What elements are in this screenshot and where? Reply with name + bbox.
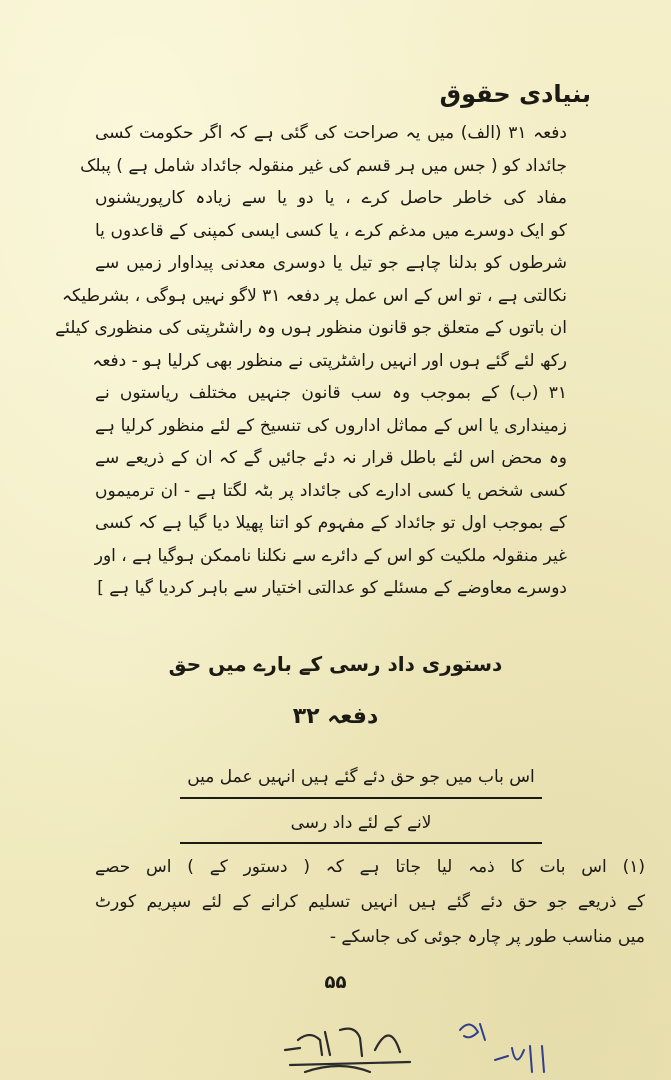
text-line: دفعہ ۳۱ (الف) میں یہ صراحت کی گئی ہے کہ اگر حکومت کسی	[95, 123, 567, 143]
article-heading: دفعہ ۳۲	[292, 704, 379, 729]
heading-underline	[180, 797, 542, 799]
text-line: کسی شخص یا کسی ادارے کی جائداد پر بٹہ لگتا ہے - ان ترمیموں	[95, 480, 567, 501]
paragraph-1	[55, 117, 567, 605]
text-line: کے ذریعے جو حق دئے گئے ہیں انہیں تسلیم کرانے کے لئے سپریم کورٹ	[95, 892, 645, 912]
text-line: ۳۱ (ب) کے بموجب وہ سب قانون جنہیں مختلف ریاستوں نے	[95, 383, 567, 403]
heading-underline	[180, 842, 542, 844]
text-line: میں مناسب طور پر چارہ جوئی کی جاسکے -	[329, 927, 645, 947]
text-line: دوسرے معاوضے کے مسئلے کو عدالتی اختیار سے باہر کردیا گیا ہے ]	[97, 578, 567, 598]
text-line: زمینداری یا اس کے مماثل اداروں کی تنسیخ کے لئے منظور کرلیا ہے	[95, 415, 567, 436]
page-number: ۵۵	[324, 972, 347, 993]
text-line: مفاد کی خاطر حاصل کرے ، یا دو یا سے زیادہ کارپوریشنوں	[95, 188, 567, 208]
text-line: کو ایک دوسرے میں مدغم کرے ، یا کسی ایسی کمپنی کے قاعدوں یا	[95, 220, 567, 241]
text-line: غیر منقولہ ملکیت کو اس کے دائرے سے نکلنا ناممکن ہوگیا ہے ، اور	[94, 545, 567, 566]
article-subheading-line-1: اس باب میں جو حق دئے گئے ہیں انہیں عمل میں	[187, 767, 535, 787]
text-line: وہ محض اس لئے باطل قرار نہ دئے جائیں گے کہ ان کے ذریعے سے	[95, 448, 567, 468]
text-line: ان باتوں کے متعلق جو قانون منظور ہوں وہ راشٹرپتی کی منظوری کیلئے	[55, 318, 567, 338]
section-title: دستوری داد رسی کے بارے میں حق	[168, 652, 503, 676]
text-line: شرطوں کو بدلنا چاہے جو تیل یا دوسری معدنی پیداوار زمیں سے	[95, 253, 567, 273]
running-head: بنیادی حقوق	[439, 80, 591, 108]
text-line: رکھ لئے گئے ہوں اور انہیں راشٹرپتی نے منظور بھی کرلیا ہو - دفعہ	[92, 350, 567, 371]
text-line: جائداد کو ( جس میں ہر قسم کی غیر منقولہ جائداد شامل ہے ) پبلک	[80, 155, 567, 176]
text-line: (۱) اس بات کا ذمہ لیا جاتا ہے کہ ( دستور کے ) اس حصے	[95, 857, 645, 877]
paragraph-2	[95, 850, 645, 955]
handwritten-marks	[280, 1010, 580, 1080]
article-subheading-line-2: لانے کے لئے داد رسی	[290, 813, 432, 833]
text-line: کے بموجب اول تو جائداد کے مفہوم کو اتنا پھیلا دیا گیا ہے کہ کسی	[95, 513, 567, 533]
text-line: نکالتی ہے ، تو اس کے اس عمل پر دفعہ ۳۱ لاگو نہیں ہوگی ، بشرطیکہ	[62, 285, 567, 306]
